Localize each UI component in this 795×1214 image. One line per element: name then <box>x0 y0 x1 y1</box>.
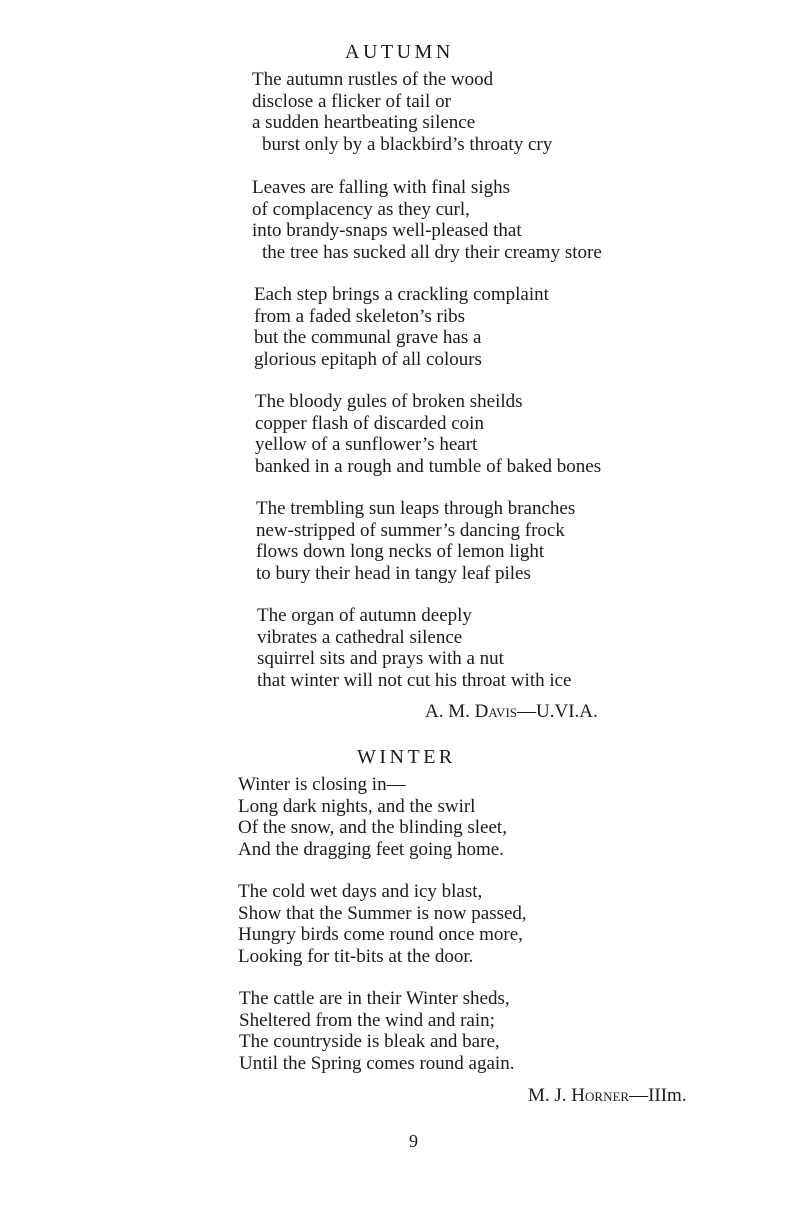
poem-line: yellow of a sunflower’s heart <box>255 434 478 455</box>
poem-line: of complacency as they curl, <box>252 198 470 220</box>
poem-line: Until the Spring comes round again. <box>239 1052 515 1074</box>
autumn-author <box>425 701 598 723</box>
poem-line: The countryside is bleak and bare, <box>239 1031 500 1052</box>
poem-line: The trembling sun leaps through branches <box>256 498 576 519</box>
poem-line: Hungry birds come round once more, <box>238 924 523 945</box>
winter-stanza-2 <box>238 881 527 967</box>
autumn-stanza-3 <box>254 284 549 370</box>
poem-line: Sheltered from the wind and rain; <box>239 1009 495 1031</box>
poem-line: copper flash of discarded coin <box>255 412 484 434</box>
poem-line: that winter will not cut his throat with ice <box>257 669 572 691</box>
poem-line: The cold wet days and icy blast, <box>238 881 483 902</box>
autumn-stanza-6 <box>257 605 572 691</box>
winter-stanza-1 <box>238 774 507 860</box>
poem-line: disclose a flicker of tail or <box>252 90 451 112</box>
poem-line: new-stripped of summer’s dancing frock <box>256 519 565 541</box>
poem-line: Winter is closing in— <box>238 774 406 795</box>
author-form: —IIIm. <box>629 1085 687 1106</box>
author-initials: A. M. <box>425 701 470 722</box>
poem-line: banked in a rough and tumble of baked bones <box>255 455 602 477</box>
winter-stanza-3 <box>239 988 514 1074</box>
poem-line: squirrel sits and prays with a nut <box>257 648 504 669</box>
autumn-stanza-2 <box>252 177 602 263</box>
poem-line: glorious epitaph of all colours <box>254 348 482 370</box>
poem-line: The bloody gules of broken sheilds <box>255 391 523 412</box>
poem-line: into brandy-snaps well-pleased that <box>252 220 522 241</box>
poem-line: Show that the Summer is now passed, <box>238 902 527 924</box>
poem-line: The cattle are in their Winter sheds, <box>239 988 510 1009</box>
author-surname: Davis <box>474 701 518 722</box>
poem-line: but the communal grave has a <box>254 327 482 348</box>
poem-line: Of the snow, and the blinding sleet, <box>238 817 507 838</box>
autumn-title: AUTUMN <box>345 41 454 63</box>
winter-author <box>528 1085 687 1107</box>
poem-line: a sudden heartbeating silence <box>252 112 476 133</box>
poem-line: The autumn rustles of the wood <box>252 69 494 90</box>
poem-line: And the dragging feet going home. <box>238 838 504 860</box>
poem-line: the tree has sucked all dry their creamy store <box>262 241 602 263</box>
winter-title: WINTER <box>357 746 456 768</box>
autumn-stanza-1 <box>252 69 552 155</box>
poem-line: from a faded skeleton’s ribs <box>254 305 466 327</box>
poem-line: Leaves are falling with final sighs <box>252 177 511 198</box>
poem-line: burst only by a blackbird’s throaty cry <box>262 133 553 155</box>
poem-line: to bury their head in tangy leaf piles <box>256 562 531 584</box>
poem-line: Long dark nights, and the swirl <box>238 795 476 817</box>
autumn-stanza-4 <box>255 391 601 477</box>
author-initials: M. J. <box>528 1085 567 1106</box>
author-form: —U.VI.A. <box>517 701 598 722</box>
poem-line: flows down long necks of lemon light <box>256 541 545 562</box>
poem-line: The organ of autumn deeply <box>257 605 472 626</box>
poem-line: vibrates a cathedral silence <box>257 626 463 648</box>
poem-line: Each step brings a crackling complaint <box>254 284 549 305</box>
autumn-stanza-5 <box>256 498 575 584</box>
poem-line: Looking for tit-bits at the door. <box>238 945 474 967</box>
author-surname: Horner <box>571 1085 630 1106</box>
page-number: 9 <box>409 1131 418 1151</box>
